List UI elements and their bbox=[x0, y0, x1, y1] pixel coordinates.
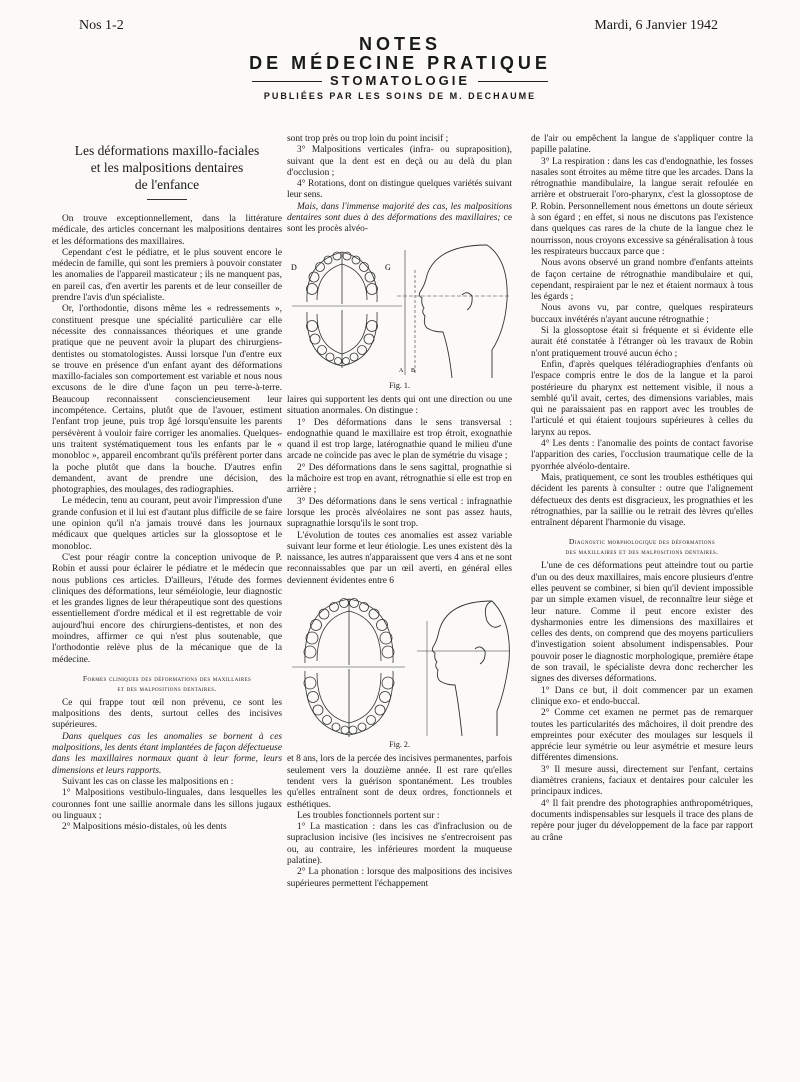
profile-head bbox=[419, 245, 507, 378]
title-line: et les malpositions dentaires bbox=[90, 160, 244, 175]
figure-2-caption: Fig. 2. bbox=[389, 740, 410, 750]
label-b: B bbox=[411, 367, 416, 374]
paragraph: Nous avons vu, par contre, quelques respirateurs buccaux invétérés n'ayant aucune rétrognathie ; bbox=[531, 303, 753, 325]
paragraph: sont trop près ou trop loin du point incisif ; bbox=[287, 134, 449, 144]
label-a: A bbox=[399, 367, 404, 374]
paragraph: L'une de ces déformations peut atteindre tout ou partie d'un ou des deux maxillaires, mais encore plusieurs d'entre elles peuvent se combiner, si bien qu'il devient impossible par un simple examen visuel, de reconnaître leur siège et leur nature. Comme il peut encore exister des dysharmonies entre les dimensions des maxillaires et celles des dents, on comprend que des moyens particuliers d'investigation soient absolument indispensables. Pour pouvoir poser le diagnostic morphologique, première étape de son travail, le spécialiste devra donc rechercher les signes des diverses déformations. bbox=[531, 561, 753, 685]
title-line: Les déformations maxillo-faciales bbox=[74, 143, 260, 158]
column-3 bbox=[531, 134, 753, 844]
paragraph: et 8 ans, lors de la percée des incisives permanentes, parfois seulement vers la douzième année. Il est rare qu'elles tendent vers la guérison spontanément. Les troubles qu'elles entraînent sont de deux ordres, fonctionnels et esthétiques. bbox=[287, 754, 512, 810]
label-d: D bbox=[291, 262, 297, 272]
figure-2 bbox=[287, 591, 512, 750]
paragraph: 2° Comme cet examen ne permet pas de remarquer toutes les particularités des mâchoires, il doit prendre des empreintes pour exécuter des moulages sur lesquels il apprécie leur symétrie ou leur asymétrie et mesure leurs différentes dimensions. bbox=[531, 708, 753, 764]
paragraph: Enfin, d'après quelques téléradiographies d'enfants où l'espace compris entre le dos de la langue et la paroi postérieure du pharynx est nettement visible, il nous a semblé qu'il avait, certes, des dimensions variables, mais qui ne paraissaient pas en rapport avec les troubles de l'articulé et qui étaient toujours supérieures à celles du larynx au repos. bbox=[531, 359, 753, 438]
paragraph: 2° Malpositions mésio-distales, où les dents bbox=[62, 822, 227, 833]
label-g: G bbox=[385, 262, 391, 272]
paragraph-italic: Dans quelques cas les anomalies se bornent à ces malpositions, les dents étant implantées de façon défectueuse dans les maxillaires normaux quant à leur forme, leurs dimensions et leurs rapports. bbox=[52, 731, 282, 776]
paragraph: de l'air ou empêchent la langue de s'appliquer contre la papille palatine. bbox=[531, 134, 753, 156]
section-heading-line: et des malpositions dentaires. bbox=[117, 683, 217, 693]
masthead-notes: NOTES bbox=[358, 34, 441, 54]
paragraph: 2° Des déformations dans le sens sagittal, prognathie si la mâchoire est trop en avant, rétrognathie si elle est trop en arrière ; bbox=[287, 462, 512, 496]
paragraph: 3° Malpositions verticales (infra- ou supraposition), suivant que la dent est en deçà ou au delà du plan d'occlusion ; bbox=[287, 145, 512, 178]
section-heading-line: Formes cliniques des déformations des maxillaires bbox=[82, 673, 252, 683]
title-separator bbox=[147, 199, 187, 200]
issue-number: Nos 1-2 bbox=[79, 18, 124, 33]
italic-text: Mais, dans l'immense majorité des cas, les malpositions dentaires sont dues à des déformations des maxillaires; bbox=[287, 201, 512, 224]
paragraph: Mais, pratiquement, ce sont les troubles esthétiques qui décident les parents à consulter : outre que l'alignement défectueux des dents est disgracieux, les prognathies et les rétrognathies, par la saillie ou le retrait des lèvres qu'elles entraînent déparent l'harmonie du visage. bbox=[531, 472, 753, 529]
masthead-medecine: DE MÉDECINE PRATIQUE bbox=[249, 53, 551, 73]
dental-arch-profile-drawing-2 bbox=[287, 591, 512, 741]
text-tail: ce sont les procès alvéo- bbox=[287, 213, 512, 235]
paragraph: C'est pour réagir contre la conception univoque de P. Robin et aussi pour éclairer le pédiatre et le médecin que nous publions ces articles. D'ailleurs, l'étude des formes cliniques des déformations, leur séméiologie, leur diagnostic et les grandes lignes de leur thérapeutique sont des questions essentiellement d'ordre médical et il est regrettable de voir aujourd'hui encore des chirurgiens-dentistes, et non des moindres, affirmer ce qui n'est plus soutenable, que l'orthodontie relève plus de la mécanique que de la médecine. bbox=[52, 552, 282, 665]
rule-left bbox=[252, 81, 322, 82]
section-heading-line: des maxillaires et des malpositions dentaires. bbox=[565, 547, 719, 557]
paragraph: Les troubles fonctionnels portent sur : bbox=[297, 810, 440, 821]
masthead-publisher: PUBLIÉES PAR LES SOINS DE M. DECHAUME bbox=[263, 91, 537, 101]
section-heading-line: Diagnostic morphologique des déformations bbox=[568, 537, 716, 547]
upper-arch bbox=[307, 252, 378, 304]
section-heading bbox=[531, 537, 753, 557]
paragraph: 3° Des déformations dans le sens vertical : infragnathie lorsque les procès alvéolaires ne sont pas assez hauts, supragnathie lorsqu'ils le sont trop. bbox=[287, 496, 512, 530]
paragraph: On trouve exceptionnellement, dans la littérature médicale, des articles concernant les malpositions dentaires et les déformations des maxillaires. bbox=[52, 214, 282, 247]
lower-arch bbox=[307, 310, 378, 368]
paragraph: 4° Rotations, dont on distingue quelques variétés suivant leur sens. bbox=[287, 179, 512, 201]
paragraph: 4° Il fait prendre des photographies anthropométriques, documents indispensables sur lesquels il trace des plans de repère pour juger du développement de la face par rapport au crâne bbox=[531, 798, 753, 843]
figure-1-caption: Fig. 1. bbox=[389, 380, 410, 390]
paragraph: Le médecin, tenu au courant, peut avoir l'impression d'une grande confusion et il lui est d'autant plus difficile de se faire une opinion qu'il n'a jamais trouvé dans les journaux médicaux que quelques articles sur la glossoptose et le monobloc. bbox=[52, 496, 282, 552]
paragraph: 1° Des déformations dans le sens transversal : endognathie quand le maxillaire est trop étroit, exognathie quand il est trop large, latérognathie quand le milieu d'une arcade ne coïncide pas avec le plan de symétrie du visage ; bbox=[287, 417, 512, 462]
paragraph: 1° La mastication : dans les cas d'infraclusion ou de supraclusion incisive (les incisives ne s'entrecroisent pas ou, au contraire, les inférieures mordent la muqueuse palatine). bbox=[287, 822, 512, 866]
lower-arch-2 bbox=[304, 669, 394, 737]
paragraph: Nous avons observé un grand nombre d'enfants atteints de façon certaine de rétrognathie mandibulaire et qui, cependant, respiraient par le nez et étaient normaux à tous les égards ; bbox=[531, 258, 753, 303]
dental-arch-profile-drawing bbox=[287, 240, 512, 382]
paragraph: 1° Dans ce but, il doit commencer par un examen clinique exo- et endo-buccal. bbox=[531, 685, 753, 707]
column-1 bbox=[52, 134, 282, 833]
paragraph: 3° La respiration : dans les cas d'endognathie, les fosses nasales sont étroites au même titre que les arcades. Dans la rétrognathie mandibulaire, la langue serait refoulée en arrière et obstruerait l'oro-pharynx, c'est la glossoptose de P. Robin. Personnellement nous émettons un doute sérieux à son égard ; en effet, si nous ne discutons pas l'existence dans quelques cas rares de la chute de la langue chez le nourrisson, nous croyons excessive sa généralisation à tous les respirateurs buccaux parce que : bbox=[531, 156, 753, 257]
paragraph: 1° Malpositions vestibulo-linguales, dans lesquelles les couronnes font une saillie anormale dans les sillons jugaux ou linguaux ; bbox=[52, 788, 282, 821]
paragraph: Suivant les cas on classe les malpositions en : bbox=[62, 776, 234, 787]
issue-date: Mardi, 6 Janvier 1942 bbox=[594, 18, 718, 33]
title-line: de l'enfance bbox=[134, 177, 200, 192]
figure-1 bbox=[287, 240, 512, 391]
section-heading bbox=[52, 674, 282, 694]
paragraph: Cependant c'est le pédiatre, et le plus souvent encore le médecin de famille, qui sont les premiers à pouvoir constater les anomalies de l'appareil masticateur ; ils ne manquent pas, en pareil cas, d'en avertir les parents et de leur conseiller de prendre l'avis d'un spécialiste. bbox=[52, 247, 282, 304]
paragraph: 3° Il mesure aussi, directement sur l'enfant, certains diamètres craniens, faciaux et dentaires pour calculer les principaux indices. bbox=[531, 764, 753, 798]
paragraph: 4° Les dents : l'anomalie des points de contact favorise l'apparition des caries, l'occlusion traumatique celle de la pyorrhée alvéolo-dentaire. bbox=[531, 439, 753, 472]
profile-head-2 bbox=[432, 601, 509, 736]
masthead-stomatologie-text: STOMATOLOGIE bbox=[329, 73, 470, 88]
paragraph: Si la glossoptose était si fréquente et si évidente elle aurait été constatée à l'étranger où les travaux de Robin n'ont pratiquement trouvé aucun écho ; bbox=[531, 326, 753, 359]
column-2 bbox=[287, 134, 512, 890]
paragraph: laires qui supportent les dents qui ont une direction ou une situation anormales. On distingue : bbox=[287, 394, 512, 417]
paragraph: 2° La phonation : lorsque des malpositions des incisives supérieures permettent l'échappement bbox=[287, 867, 512, 889]
paragraph bbox=[287, 202, 512, 236]
rule-right bbox=[478, 81, 548, 82]
upper-arch-2 bbox=[304, 599, 394, 666]
paragraph: Or, l'orthodontie, disons même les « redressements », constituent presque une spécialité particulière car elle nécessite des connaissances théoriques et une grande pratique que ne peuvent avoir la plupart des chirurgiens-dentistes ou stomatologistes. Aussi lorsque l'un d'entre eux se trouve en présence d'un enfant ayant des déformations maxillo-faciales son comportement est variable et nous nous excusons de le dire d'une façon un peu terre-à-terre. Beaucoup reconnaissent consciencieusement leur incompétence. Certains, plutôt que de l'avouer, estiment l'enfant trop jeune, puis trop âgé lorsqu'ensuite les parents persévèrent à vouloir faire corriger les anomalies. Quelques-uns traitent systématiquement tous les enfants par le « monobloc », appareil encombrant qu'ils préfèrent porter dans la poche plutôt que dans la bouche. D'autres enfin demandent, avant de prendre une décision, des photographies, des moulages, des radiographies. bbox=[52, 304, 282, 496]
paragraph: L'évolution de toutes ces anomalies est assez variable suivant leur forme et leur étiologie. Les unes existent dès la naissance, les autres n'apparaissent que vers 4 ans et ne sont reconnaissables que par un œil averti, en général elles deviennent évidentes entre 6 bbox=[287, 530, 512, 586]
masthead-stomatologie bbox=[0, 73, 800, 88]
paragraph: Ce qui frappe tout œil non prévenu, ce sont les malpositions des dents, surtout celles des incisives supérieures. bbox=[52, 697, 282, 731]
article-title bbox=[52, 142, 282, 193]
